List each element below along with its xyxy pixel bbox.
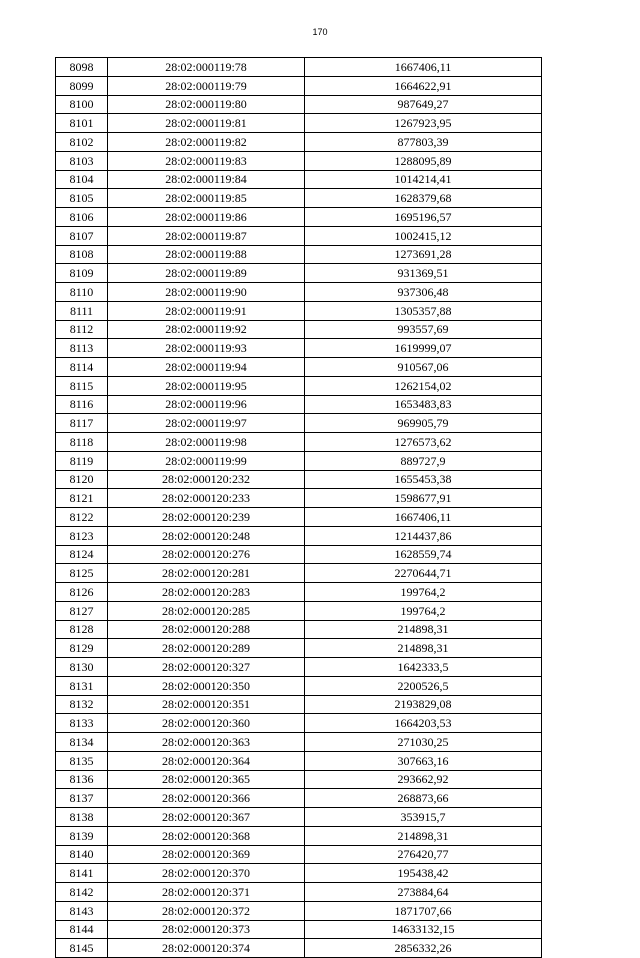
table-row <box>56 583 542 602</box>
cadastral-number-cell: 28:02:000119:83 <box>108 151 305 170</box>
cadastral-value-cell: 1695196,57 <box>305 208 542 227</box>
cadastral-number-cell: 28:02:000119:93 <box>108 339 305 358</box>
table-row <box>56 714 542 733</box>
cadastral-value-cell: 1305357,88 <box>305 301 542 320</box>
cadastral-value-cell: 214898,31 <box>305 639 542 658</box>
cadastral-number-cell: 28:02:000119:99 <box>108 451 305 470</box>
table-row <box>56 789 542 808</box>
table-row <box>56 508 542 527</box>
cadastral-value-cell: 1267923,95 <box>305 114 542 133</box>
table-row <box>56 264 542 283</box>
table-row <box>56 770 542 789</box>
cadastral-value-cell: 199764,2 <box>305 583 542 602</box>
cadastral-value-cell: 195438,42 <box>305 864 542 883</box>
cadastral-number-cell: 28:02:000119:86 <box>108 208 305 227</box>
cadastral-number-cell: 28:02:000119:96 <box>108 395 305 414</box>
row-number-cell: 8136 <box>56 770 108 789</box>
cadastral-value-cell: 14633132,15 <box>305 920 542 939</box>
row-number-cell: 8098 <box>56 58 108 77</box>
cadastral-value-cell: 931369,51 <box>305 264 542 283</box>
row-number-cell: 8110 <box>56 283 108 302</box>
cadastral-value-cell: 353915,7 <box>305 808 542 827</box>
row-number-cell: 8135 <box>56 751 108 770</box>
table-row <box>56 245 542 264</box>
row-number-cell: 8144 <box>56 920 108 939</box>
row-number-cell: 8139 <box>56 826 108 845</box>
cadastral-number-cell: 28:02:000120:248 <box>108 526 305 545</box>
table-row <box>56 920 542 939</box>
row-number-cell: 8113 <box>56 339 108 358</box>
cadastral-value-cell: 1276573,62 <box>305 433 542 452</box>
cadastral-value-cell: 993557,69 <box>305 320 542 339</box>
table-body <box>56 58 542 958</box>
row-number-cell: 8140 <box>56 845 108 864</box>
row-number-cell: 8104 <box>56 170 108 189</box>
table-row <box>56 58 542 77</box>
cadastral-value-cell: 987649,27 <box>305 95 542 114</box>
table-row <box>56 320 542 339</box>
table-row <box>56 470 542 489</box>
cadastral-value-cell: 1655453,38 <box>305 470 542 489</box>
cadastral-number-cell: 28:02:000119:79 <box>108 76 305 95</box>
table-row <box>56 601 542 620</box>
cadastral-number-cell: 28:02:000119:90 <box>108 283 305 302</box>
row-number-cell: 8129 <box>56 639 108 658</box>
cadastral-value-cell: 1871707,66 <box>305 901 542 920</box>
row-number-cell: 8134 <box>56 733 108 752</box>
cadastral-value-cell: 2856332,26 <box>305 939 542 958</box>
cadastral-value-cell: 273884,64 <box>305 883 542 902</box>
cadastral-number-cell: 28:02:000120:367 <box>108 808 305 827</box>
table-row <box>56 864 542 883</box>
table-row <box>56 676 542 695</box>
page-number: 170 <box>312 27 328 37</box>
cadastral-value-cell: 1664203,53 <box>305 714 542 733</box>
cadastral-value-table <box>55 57 542 958</box>
table-row <box>56 451 542 470</box>
cadastral-value-cell: 1619999,07 <box>305 339 542 358</box>
table-row <box>56 939 542 958</box>
cadastral-number-cell: 28:02:000120:233 <box>108 489 305 508</box>
table-row <box>56 883 542 902</box>
row-number-cell: 8106 <box>56 208 108 227</box>
cadastral-value-cell: 2270644,71 <box>305 564 542 583</box>
cadastral-number-cell: 28:02:000120:370 <box>108 864 305 883</box>
row-number-cell: 8141 <box>56 864 108 883</box>
table-row <box>56 564 542 583</box>
cadastral-value-cell: 1288095,89 <box>305 151 542 170</box>
cadastral-number-cell: 28:02:000119:84 <box>108 170 305 189</box>
table-row <box>56 95 542 114</box>
row-number-cell: 8112 <box>56 320 108 339</box>
cadastral-number-cell: 28:02:000120:239 <box>108 508 305 527</box>
cadastral-number-cell: 28:02:000120:350 <box>108 676 305 695</box>
cadastral-value-cell: 910567,06 <box>305 358 542 377</box>
row-number-cell: 8130 <box>56 658 108 677</box>
cadastral-value-cell: 1214437,86 <box>305 526 542 545</box>
cadastral-value-cell: 1273691,28 <box>305 245 542 264</box>
cadastral-number-cell: 28:02:000120:374 <box>108 939 305 958</box>
row-number-cell: 8099 <box>56 76 108 95</box>
cadastral-value-cell: 293662,92 <box>305 770 542 789</box>
row-number-cell: 8143 <box>56 901 108 920</box>
table-row <box>56 301 542 320</box>
row-number-cell: 8121 <box>56 489 108 508</box>
row-number-cell: 8116 <box>56 395 108 414</box>
row-number-cell: 8117 <box>56 414 108 433</box>
cadastral-value-cell: 937306,48 <box>305 283 542 302</box>
cadastral-number-cell: 28:02:000119:97 <box>108 414 305 433</box>
cadastral-value-cell: 1667406,11 <box>305 58 542 77</box>
cadastral-value-cell: 2193829,08 <box>305 695 542 714</box>
row-number-cell: 8124 <box>56 545 108 564</box>
cadastral-number-cell: 28:02:000119:92 <box>108 320 305 339</box>
cadastral-number-cell: 28:02:000120:373 <box>108 920 305 939</box>
cadastral-number-cell: 28:02:000120:364 <box>108 751 305 770</box>
cadastral-number-cell: 28:02:000120:327 <box>108 658 305 677</box>
table-row <box>56 526 542 545</box>
table-row <box>56 189 542 208</box>
cadastral-number-cell: 28:02:000120:276 <box>108 545 305 564</box>
table-row <box>56 658 542 677</box>
row-number-cell: 8123 <box>56 526 108 545</box>
cadastral-number-cell: 28:02:000120:281 <box>108 564 305 583</box>
cadastral-number-cell: 28:02:000120:366 <box>108 789 305 808</box>
row-number-cell: 8128 <box>56 620 108 639</box>
table-row <box>56 620 542 639</box>
table-row <box>56 226 542 245</box>
row-number-cell: 8111 <box>56 301 108 320</box>
row-number-cell: 8131 <box>56 676 108 695</box>
table-row <box>56 433 542 452</box>
cadastral-number-cell: 28:02:000120:232 <box>108 470 305 489</box>
cadastral-number-cell: 28:02:000119:88 <box>108 245 305 264</box>
cadastral-value-cell: 1653483,83 <box>305 395 542 414</box>
table-row <box>56 545 542 564</box>
cadastral-number-cell: 28:02:000120:289 <box>108 639 305 658</box>
cadastral-number-cell: 28:02:000120:283 <box>108 583 305 602</box>
row-number-cell: 8142 <box>56 883 108 902</box>
cadastral-number-cell: 28:02:000120:288 <box>108 620 305 639</box>
cadastral-number-cell: 28:02:000119:82 <box>108 133 305 152</box>
cadastral-value-cell: 214898,31 <box>305 826 542 845</box>
cadastral-number-cell: 28:02:000119:94 <box>108 358 305 377</box>
table-row <box>56 339 542 358</box>
cadastral-value-cell: 1667406,11 <box>305 508 542 527</box>
row-number-cell: 8103 <box>56 151 108 170</box>
cadastral-value-cell: 1628379,68 <box>305 189 542 208</box>
table-row <box>56 808 542 827</box>
table-row <box>56 376 542 395</box>
cadastral-number-cell: 28:02:000120:371 <box>108 883 305 902</box>
cadastral-number-cell: 28:02:000119:85 <box>108 189 305 208</box>
row-number-cell: 8138 <box>56 808 108 827</box>
table-row <box>56 414 542 433</box>
table-row <box>56 76 542 95</box>
table-row <box>56 283 542 302</box>
cadastral-value-cell: 889727,9 <box>305 451 542 470</box>
row-number-cell: 8108 <box>56 245 108 264</box>
cadastral-number-cell: 28:02:000120:368 <box>108 826 305 845</box>
cadastral-number-cell: 28:02:000119:81 <box>108 114 305 133</box>
cadastral-value-cell: 199764,2 <box>305 601 542 620</box>
cadastral-value-cell: 214898,31 <box>305 620 542 639</box>
table-row <box>56 358 542 377</box>
row-number-cell: 8109 <box>56 264 108 283</box>
row-number-cell: 8133 <box>56 714 108 733</box>
table-row <box>56 639 542 658</box>
table-row <box>56 170 542 189</box>
row-number-cell: 8126 <box>56 583 108 602</box>
row-number-cell: 8115 <box>56 376 108 395</box>
row-number-cell: 8119 <box>56 451 108 470</box>
cadastral-value-cell: 877803,39 <box>305 133 542 152</box>
row-number-cell: 8107 <box>56 226 108 245</box>
row-number-cell: 8114 <box>56 358 108 377</box>
cadastral-number-cell: 28:02:000120:360 <box>108 714 305 733</box>
table-row <box>56 395 542 414</box>
cadastral-value-cell: 1664622,91 <box>305 76 542 95</box>
row-number-cell: 8105 <box>56 189 108 208</box>
cadastral-value-cell: 1262154,02 <box>305 376 542 395</box>
row-number-cell: 8145 <box>56 939 108 958</box>
cadastral-number-cell: 28:02:000119:91 <box>108 301 305 320</box>
cadastral-value-cell: 276420,77 <box>305 845 542 864</box>
cadastral-number-cell: 28:02:000119:89 <box>108 264 305 283</box>
row-number-cell: 8125 <box>56 564 108 583</box>
table-row <box>56 845 542 864</box>
cadastral-number-cell: 28:02:000119:95 <box>108 376 305 395</box>
cadastral-number-cell: 28:02:000120:363 <box>108 733 305 752</box>
row-number-cell: 8127 <box>56 601 108 620</box>
cadastral-number-cell: 28:02:000120:285 <box>108 601 305 620</box>
cadastral-value-cell: 1642333,5 <box>305 658 542 677</box>
cadastral-value-cell: 1014214,41 <box>305 170 542 189</box>
row-number-cell: 8120 <box>56 470 108 489</box>
cadastral-value-cell: 268873,66 <box>305 789 542 808</box>
cadastral-value-cell: 1002415,12 <box>305 226 542 245</box>
cadastral-value-cell: 1628559,74 <box>305 545 542 564</box>
row-number-cell: 8122 <box>56 508 108 527</box>
row-number-cell: 8101 <box>56 114 108 133</box>
row-number-cell: 8132 <box>56 695 108 714</box>
table-row <box>56 133 542 152</box>
table-row <box>56 751 542 770</box>
cadastral-number-cell: 28:02:000119:78 <box>108 58 305 77</box>
cadastral-number-cell: 28:02:000120:372 <box>108 901 305 920</box>
table-row <box>56 733 542 752</box>
table-row <box>56 114 542 133</box>
cadastral-number-cell: 28:02:000120:365 <box>108 770 305 789</box>
table-row <box>56 695 542 714</box>
cadastral-value-cell: 1598677,91 <box>305 489 542 508</box>
table-row <box>56 151 542 170</box>
cadastral-value-cell: 969905,79 <box>305 414 542 433</box>
table-row <box>56 901 542 920</box>
cadastral-number-cell: 28:02:000119:87 <box>108 226 305 245</box>
table-row <box>56 826 542 845</box>
cadastral-value-cell: 2200526,5 <box>305 676 542 695</box>
row-number-cell: 8118 <box>56 433 108 452</box>
row-number-cell: 8137 <box>56 789 108 808</box>
row-number-cell: 8102 <box>56 133 108 152</box>
row-number-cell: 8100 <box>56 95 108 114</box>
cadastral-number-cell: 28:02:000119:98 <box>108 433 305 452</box>
table-row <box>56 489 542 508</box>
cadastral-value-cell: 307663,16 <box>305 751 542 770</box>
cadastral-number-cell: 28:02:000120:369 <box>108 845 305 864</box>
cadastral-number-cell: 28:02:000119:80 <box>108 95 305 114</box>
cadastral-value-cell: 271030,25 <box>305 733 542 752</box>
cadastral-number-cell: 28:02:000120:351 <box>108 695 305 714</box>
table-row <box>56 208 542 227</box>
